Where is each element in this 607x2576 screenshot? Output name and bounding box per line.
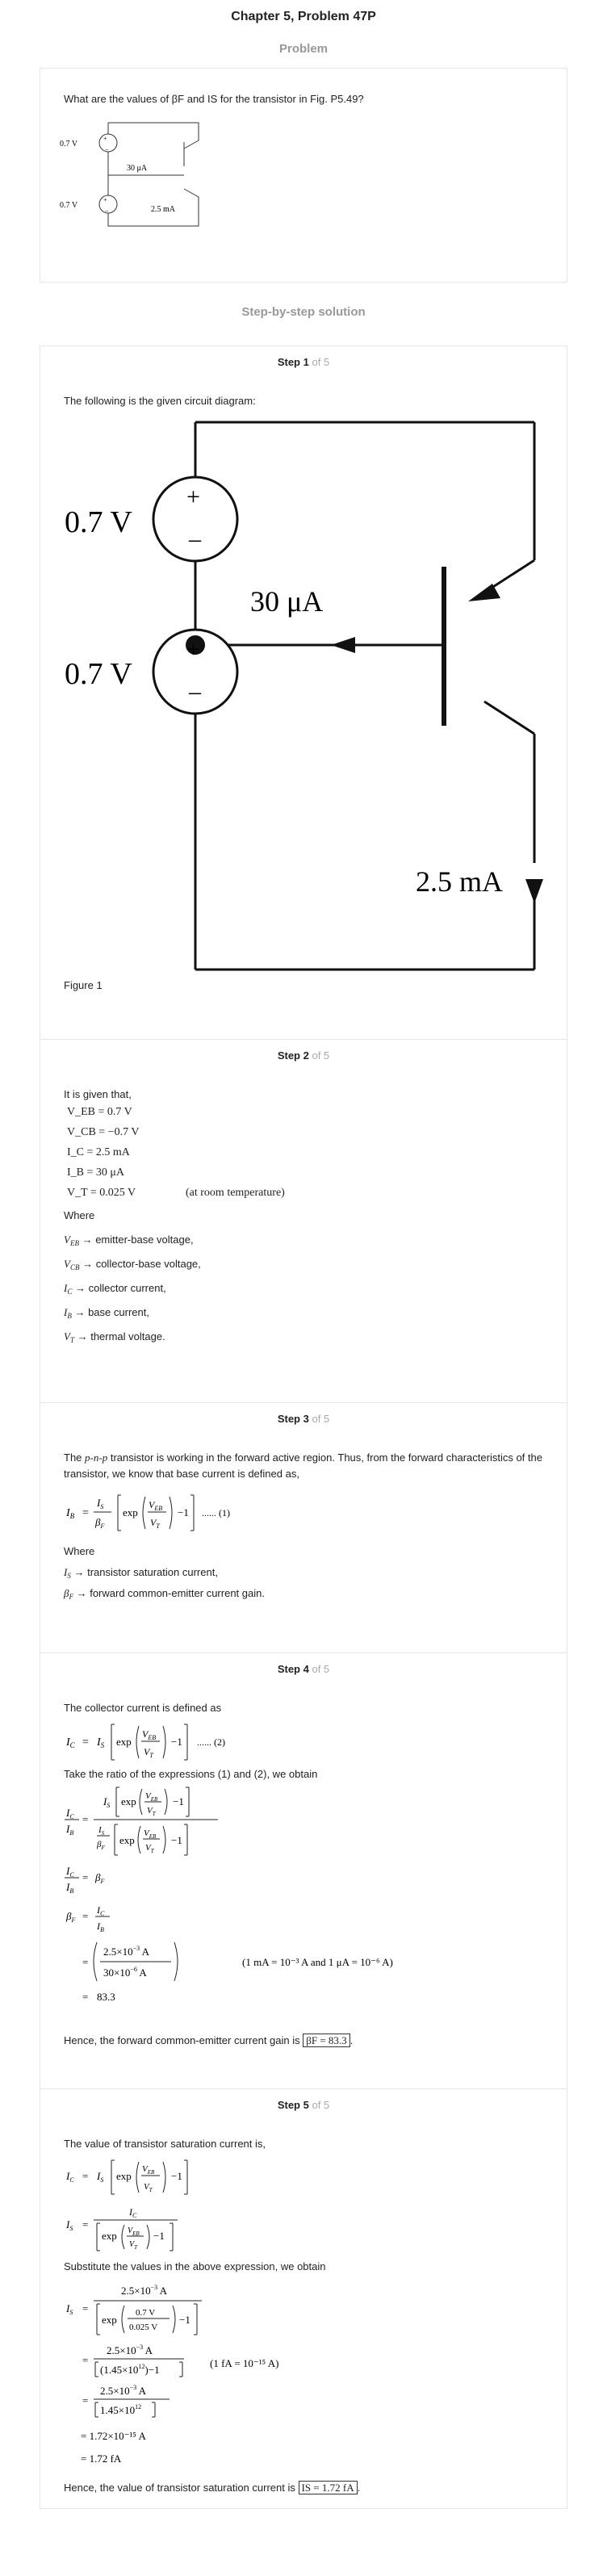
given-ib: I_B = 30 μA bbox=[67, 1167, 125, 1179]
svg-text:VT: $V_T$ bbox=[145, 1843, 154, 1854]
step-4-conclusion: Hence, the forward common-emitter current gain is βF = 83.3 . bbox=[64, 2034, 354, 2046]
svg-text:=: = bbox=[82, 2170, 89, 2182]
svg-text:IB: $I_B$ bbox=[66, 1881, 74, 1895]
step-5-unit-note: (1 fA = 10⁻¹⁵ A) bbox=[210, 2357, 279, 2369]
step-3 bbox=[40, 1402, 567, 1652]
svg-text:IS: $I_S$ bbox=[66, 2302, 73, 2316]
svg-text:−1: −1 bbox=[153, 2230, 165, 2242]
def-ic: $I_C$ → collector current, bbox=[64, 1282, 166, 1296]
given-vt: V_T = 0.025 V bbox=[67, 1187, 136, 1199]
problem-text: What are the values of βF and IS for the transistor in Fig. P5.49? bbox=[64, 93, 364, 105]
svg-text:exp: exp bbox=[123, 1506, 138, 1518]
def-beta-f: $\beta_F$ → forward common-emitter current gain. bbox=[64, 1587, 265, 1601]
step-2-intro: It is given that, bbox=[64, 1088, 132, 1100]
room-temp-note: (at room temperature) bbox=[186, 1187, 285, 1199]
step-4-ratio-text: Take the ratio of the expressions (1) and (2), we obtain bbox=[64, 1768, 318, 1780]
svg-text:exp: exp bbox=[116, 1736, 132, 1748]
svg-text:IB: $I_B$ bbox=[66, 1823, 74, 1837]
svg-text:2.5×10−3 A: $2.5\times 10^{-3}$ A bbox=[103, 1945, 150, 1958]
svg-text:=: = bbox=[82, 1991, 89, 2003]
svg-text:–: – bbox=[105, 207, 108, 214]
svg-text:exp: exp bbox=[102, 2314, 117, 2326]
svg-text:IS: $I_S$ bbox=[103, 1795, 111, 1809]
svg-text:VT: $V_T$ bbox=[144, 2182, 153, 2193]
svg-text:2.5×10−3 A: $2.5\times 10^{-3}$ A bbox=[100, 2384, 147, 2397]
svg-text:VEB: $V_{EB}$ bbox=[128, 2226, 140, 2237]
ratio-derivation bbox=[65, 1784, 549, 2026]
svg-text:–: – bbox=[189, 526, 201, 552]
svg-text:=: = bbox=[82, 2302, 89, 2314]
circuit-v2-label: 0.7 V bbox=[65, 657, 132, 691]
svg-text:exp: exp bbox=[116, 2170, 132, 2182]
svg-text:=: = bbox=[82, 1956, 89, 1968]
step-2-where: Where bbox=[64, 1209, 95, 1221]
def-veb: $V_{EB}$ → emitter-base voltage, bbox=[64, 1234, 194, 1247]
svg-text:=: = bbox=[82, 1736, 89, 1749]
problem-fig-ic: 2.5 mA bbox=[151, 205, 175, 214]
svg-text:IB: $I_B$ bbox=[97, 1920, 104, 1933]
svg-text:0.025 V: 0.025 V bbox=[129, 2323, 158, 2332]
eq-2 bbox=[65, 1719, 307, 1765]
svg-text:βF: $\beta_F$ bbox=[95, 1516, 105, 1530]
svg-text:+: + bbox=[103, 196, 107, 203]
svg-text:VT: $V_T$ bbox=[150, 1517, 160, 1530]
step-4-unit-note: (1 mA = 10⁻³ A and 1 μA = 10⁻⁶ A) bbox=[242, 1956, 393, 1968]
svg-text:IC: $I_C$ bbox=[97, 1904, 105, 1917]
svg-text:VT: $V_T$ bbox=[129, 2240, 138, 2251]
figure-caption: Figure 1 bbox=[64, 979, 103, 991]
svg-text:=: = bbox=[82, 2394, 89, 2406]
svg-text:IS: $I_S$ bbox=[97, 1497, 104, 1510]
problem-fig-v2: 0.7 V bbox=[60, 201, 78, 210]
svg-text:exp: exp bbox=[119, 1834, 135, 1846]
step-1 bbox=[40, 346, 567, 1039]
step-4-header: Step 4 of 5 bbox=[277, 1663, 330, 1675]
solution-label: Step-by-step solution bbox=[241, 305, 366, 319]
svg-text:IB: $I_B$ bbox=[66, 1507, 75, 1520]
svg-text:IC: $I_C$ bbox=[66, 1807, 74, 1820]
svg-text:IS: $I_S$ bbox=[66, 2218, 73, 2232]
svg-text:VT: $V_T$ bbox=[147, 1806, 156, 1817]
beta-f-value: 83.3 bbox=[97, 1991, 115, 2003]
eq-1 bbox=[65, 1489, 307, 1537]
svg-text:=: = bbox=[82, 1507, 89, 1519]
svg-text:1.45×1012: $1.45\times 10^{12}$ bbox=[100, 2403, 142, 2416]
svg-text:IS: $I_S$ bbox=[98, 1825, 105, 1837]
svg-text:=: = bbox=[82, 1813, 89, 1825]
svg-text:IS: $I_S$ bbox=[97, 1736, 105, 1749]
problem-card bbox=[40, 68, 567, 283]
problem-fig-v1: 0.7 V bbox=[60, 140, 78, 149]
is-result-2: = 1.72 fA bbox=[81, 2452, 122, 2465]
svg-text:+: + bbox=[103, 135, 107, 142]
problem-fig-ib: 30 μA bbox=[127, 164, 148, 173]
step-5-sub-text: Substitute the values in the above expression, we obtain bbox=[64, 2260, 326, 2272]
solution-card bbox=[40, 346, 567, 2509]
given-vcb: V_CB = −0.7 V bbox=[67, 1126, 140, 1138]
circuit-ic-label: 2.5 mA bbox=[416, 865, 503, 898]
svg-text:2.5×10−3 A: $2.5\times 10^{-3}$ A bbox=[107, 2344, 153, 2356]
step-5-header: Step 5 of 5 bbox=[277, 2099, 330, 2111]
svg-text:+: + bbox=[186, 484, 200, 510]
svg-text:IC: $I_C$ bbox=[66, 1736, 75, 1749]
svg-text:exp: exp bbox=[102, 2230, 117, 2242]
step-5-intro: The value of transistor saturation current is, bbox=[64, 2138, 266, 2150]
step-5-conclusion: Hence, the value of transistor saturation current is IS = 1.72 fA . bbox=[64, 2482, 361, 2494]
eq-2-tag: ...... (2) bbox=[197, 1736, 225, 1748]
svg-text:(1.45×1012)−1: $(1.45\times 10^{12})-1$ bbox=[100, 2363, 160, 2376]
svg-text:−1: −1 bbox=[173, 1795, 184, 1807]
def-is: $I_S$ → transistor saturation current, bbox=[64, 1566, 218, 1580]
circuit-diagram bbox=[40, 411, 557, 976]
svg-text:VT: $V_T$ bbox=[144, 1746, 153, 1759]
page-title: Chapter 5, Problem 47P bbox=[231, 10, 376, 23]
svg-text:IC: $I_C$ bbox=[66, 1865, 74, 1879]
svg-text:βF: $\beta_F$ bbox=[95, 1871, 105, 1885]
eq-1-tag: ...... (1) bbox=[202, 1507, 230, 1518]
svg-text:=: = bbox=[82, 1871, 89, 1883]
svg-text:+: + bbox=[186, 636, 200, 663]
svg-text:30×10−6 A: $30\times 10^{-6}$ A bbox=[103, 1966, 147, 1979]
svg-text:–: – bbox=[105, 145, 108, 153]
is-derivation bbox=[65, 2155, 307, 2252]
step-3-text: The p-n-p transistor is working in the forward active region. Thus, from the forward characteristics of the transistor, we know that base current is defined as, bbox=[64, 1451, 542, 1480]
svg-text:=: = bbox=[82, 1910, 89, 1922]
svg-text:IC: $I_C$ bbox=[129, 2206, 137, 2219]
svg-text:=: = bbox=[82, 2354, 89, 2366]
svg-text:−1: −1 bbox=[171, 2170, 182, 2182]
step-1-intro: The following is the given circuit diagram: bbox=[64, 395, 256, 407]
is-result-1: = 1.72×10⁻¹⁵ A bbox=[81, 2430, 146, 2442]
svg-text:−1: −1 bbox=[171, 1834, 182, 1846]
circuit-ib-label: 30 μA bbox=[250, 585, 324, 618]
svg-text:VEB: $V_{EB}$ bbox=[144, 1828, 157, 1840]
problem-figure bbox=[52, 113, 213, 274]
svg-text:−1: −1 bbox=[171, 1736, 182, 1748]
svg-text:VEB: $V_{EB}$ bbox=[142, 2164, 155, 2176]
def-ib: $I_B$ → base current, bbox=[64, 1306, 149, 1320]
is-numeric bbox=[65, 2277, 549, 2486]
svg-text:IC: $I_C$ bbox=[66, 2170, 74, 2184]
given-veb: V_EB = 0.7 V bbox=[67, 1106, 132, 1118]
circuit-v1-label: 0.7 V bbox=[65, 505, 132, 539]
def-vt: $V_T$ → thermal voltage. bbox=[64, 1330, 165, 1344]
svg-text:0.7 V: 0.7 V bbox=[136, 2308, 156, 2318]
svg-text:IS: $I_S$ bbox=[97, 2170, 104, 2184]
step-4-intro: The collector current is defined as bbox=[64, 1702, 222, 1714]
svg-text:βF: $\beta_F$ bbox=[97, 1840, 105, 1851]
step-2 bbox=[40, 1039, 567, 1402]
is-answer: IS = 1.72 fA bbox=[299, 2481, 358, 2494]
svg-text:−1: −1 bbox=[178, 1506, 189, 1518]
step-2-header: Step 2 of 5 bbox=[277, 1049, 330, 1062]
svg-text:VEB: $V_{EB}$ bbox=[149, 1499, 163, 1512]
problem-label: Problem bbox=[278, 42, 328, 56]
given-ic: I_C = 2.5 mA bbox=[67, 1146, 130, 1158]
step-4 bbox=[40, 1652, 567, 2088]
step-5 bbox=[40, 2088, 567, 2510]
svg-text:=: = bbox=[82, 2218, 89, 2230]
svg-text:–: – bbox=[189, 678, 201, 705]
svg-text:βF: $\beta_F$ bbox=[66, 1910, 76, 1924]
step-3-where: Where bbox=[64, 1545, 95, 1557]
step-1-header: Step 1 of 5 bbox=[277, 356, 330, 368]
beta-f-answer: βF = 83.3 bbox=[303, 2034, 350, 2047]
svg-text:exp: exp bbox=[121, 1795, 136, 1807]
svg-text:−1: −1 bbox=[179, 2314, 190, 2326]
svg-text:2.5×10−3 A: $2.5\times 10^{-3}$ A bbox=[121, 2284, 168, 2297]
def-vcb: $V_{CB}$ → collector-base voltage, bbox=[64, 1258, 201, 1271]
step-3-header: Step 3 of 5 bbox=[277, 1413, 330, 1425]
svg-text:VEB: $V_{EB}$ bbox=[142, 1728, 157, 1741]
svg-text:VEB: $V_{EB}$ bbox=[145, 1791, 158, 1803]
